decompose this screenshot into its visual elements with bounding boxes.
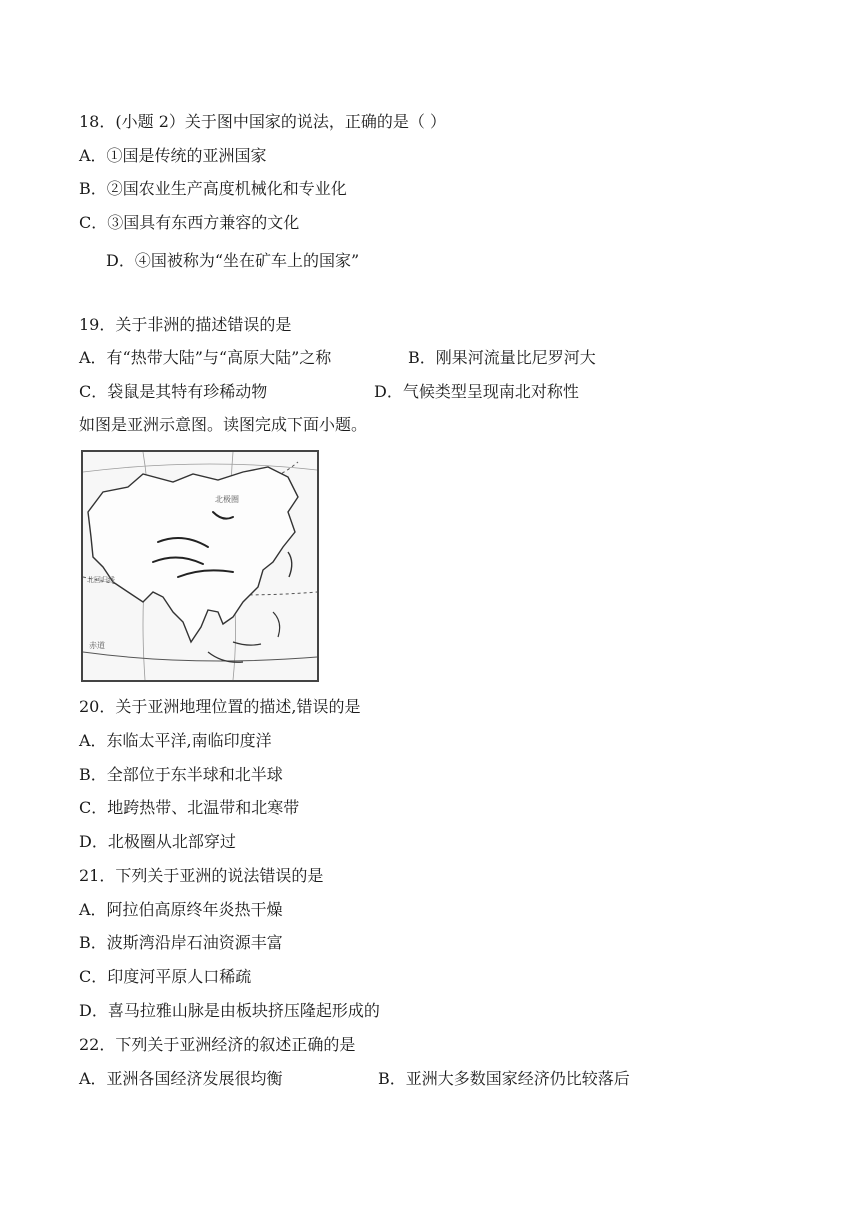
- tropic-label: 北回归线: [87, 576, 115, 584]
- map-intro: 如图是亚洲示意图。读图完成下面小题。: [79, 415, 368, 434]
- arctic-label: 北极圈: [215, 495, 239, 504]
- q20-option-a: A．东临太平洋,南临印度洋: [79, 731, 272, 750]
- asia-map-drawing: [83, 452, 317, 680]
- q19-stem: 19．关于非洲的描述错误的是: [79, 315, 292, 334]
- q21-option-c: C．印度河平原人口稀疏: [79, 967, 252, 986]
- q18-option-a: A．①国是传统的亚洲国家: [79, 146, 267, 165]
- q19-option-a: A．有“热带大陆”与“高原大陆”之称: [79, 348, 332, 367]
- q22-option-a: A．亚洲各国经济发展很均衡: [79, 1069, 283, 1088]
- q21-option-a: A．阿拉伯高原终年炎热干燥: [79, 900, 283, 919]
- q20-option-b: B．全部位于东半球和北半球: [79, 765, 283, 784]
- q21-option-d: D．喜马拉雅山脉是由板块挤压隆起形成的: [79, 1001, 380, 1020]
- q20-option-d: D．北极圈从北部穿过: [79, 832, 236, 851]
- q20-stem: 20．关于亚洲地理位置的描述,错误的是: [79, 697, 361, 716]
- q19-option-b: B．刚果河流量比尼罗河大: [408, 348, 596, 367]
- q18-option-d: D．④国被称为“坐在矿车上的国家”: [106, 251, 360, 270]
- equator-label: 赤道: [89, 641, 105, 650]
- equator-line: [83, 652, 317, 661]
- asia-coastline: [88, 467, 298, 642]
- q21-stem: 21．下列关于亚洲的说法错误的是: [79, 866, 324, 885]
- q21-option-b: B．波斯湾沿岸石油资源丰富: [79, 933, 283, 952]
- q22-option-b: B．亚洲大多数国家经济仍比较落后: [378, 1069, 630, 1088]
- q18-stem: 18．(小题 2）关于图中国家的说法，正确的是（ ）: [79, 112, 446, 131]
- q22-stem: 22．下列关于亚洲经济的叙述正确的是: [79, 1035, 356, 1054]
- q18-option-c: C．③国具有东西方兼容的文化: [79, 213, 300, 232]
- q18-option-b: B．②国农业生产高度机械化和专业化: [79, 179, 347, 198]
- q19-option-c: C．袋鼠是其特有珍稀动物: [79, 382, 268, 401]
- q20-option-c: C．地跨热带、北温带和北寒带: [79, 798, 300, 817]
- q19-option-d: D．气候类型呈现南北对称性: [374, 382, 579, 401]
- asia-map: [81, 450, 319, 682]
